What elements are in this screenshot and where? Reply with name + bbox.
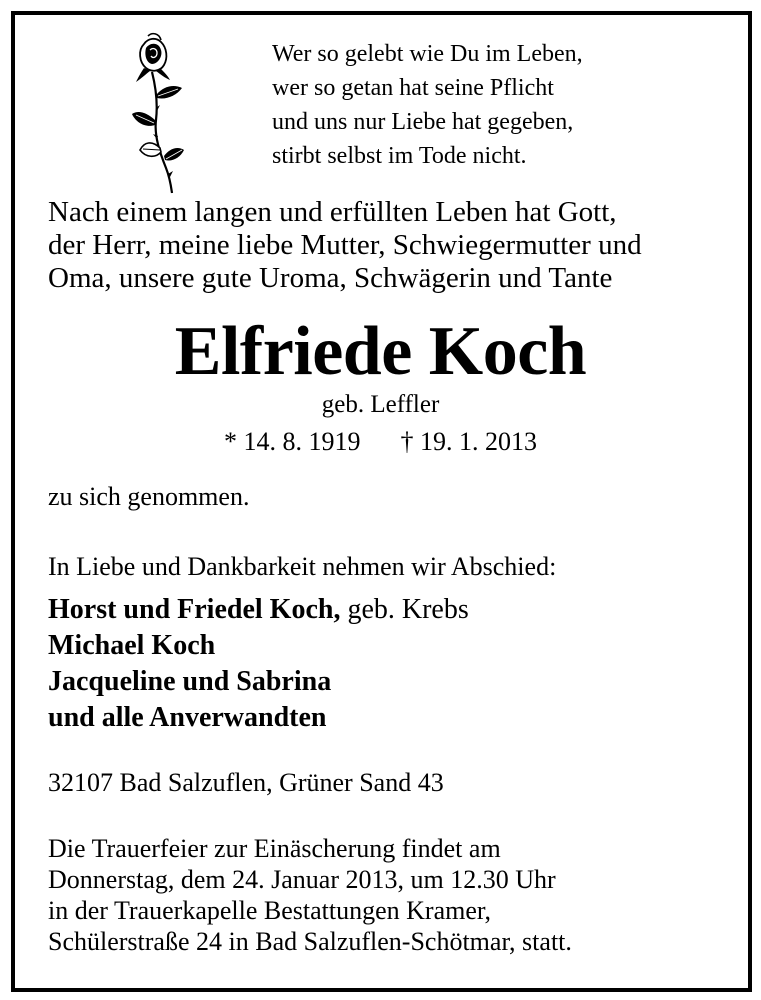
intro-line: der Herr, meine liebe Mutter, Schwiegermutter und [48,229,642,261]
death-date: † 19. 1. 2013 [400,427,537,456]
poem-line: Wer so gelebt wie Du im Leben, [272,41,583,67]
mourner-maiden-name: geb. Krebs [340,594,469,625]
poem-line: und uns nur Liebe hat gegeben, [272,109,574,135]
service-line: in der Trauerkapelle Bestattungen Kramer, [48,896,491,925]
mourner-name: Jacqueline und Sabrina [48,666,332,697]
intro-line: Oma, unsere gute Uroma, Schwägerin und Tante [48,262,613,294]
mourner-line [48,700,469,736]
mourner-name: Horst und Friedel Koch, [48,594,341,625]
birth-date: * 14. 8. 1919 [224,427,361,456]
life-dates [0,426,761,458]
poem-line: wer so getan hat seine Pflicht [272,75,554,101]
service-info [48,833,572,957]
farewell-text: In Liebe und Dankbarkeit nehmen wir Abschied: [48,552,557,581]
intro-line: Nach einem langen und erfüllten Leben hat Gott, [48,196,617,228]
mourners-list [48,592,469,736]
mourner-line [48,628,469,664]
mourner-line [48,664,469,700]
maiden-name: geb. Leffler [321,391,440,418]
rose-icon [130,28,186,194]
mourner-name: Michael Koch [48,630,216,661]
intro-text [48,196,642,295]
service-line: Schülerstraße 24 in Bad Salzuflen-Schötmar, statt. [48,927,572,956]
mourner-line [48,592,469,628]
taken-text: zu sich genommen. [48,482,250,511]
address: 32107 Bad Salzuflen, Grüner Sand 43 [48,768,444,797]
poem [272,37,583,173]
mourner-name: und alle Anverwandten [48,702,327,733]
service-line: Die Trauerfeier zur Einäscherung findet am [48,834,501,863]
deceased-name: Elfriede Koch [174,313,587,390]
service-line: Donnerstag, dem 24. Januar 2013, um 12.30 Uhr [48,865,556,894]
poem-line: stirbt selbst im Tode nicht. [272,143,527,169]
